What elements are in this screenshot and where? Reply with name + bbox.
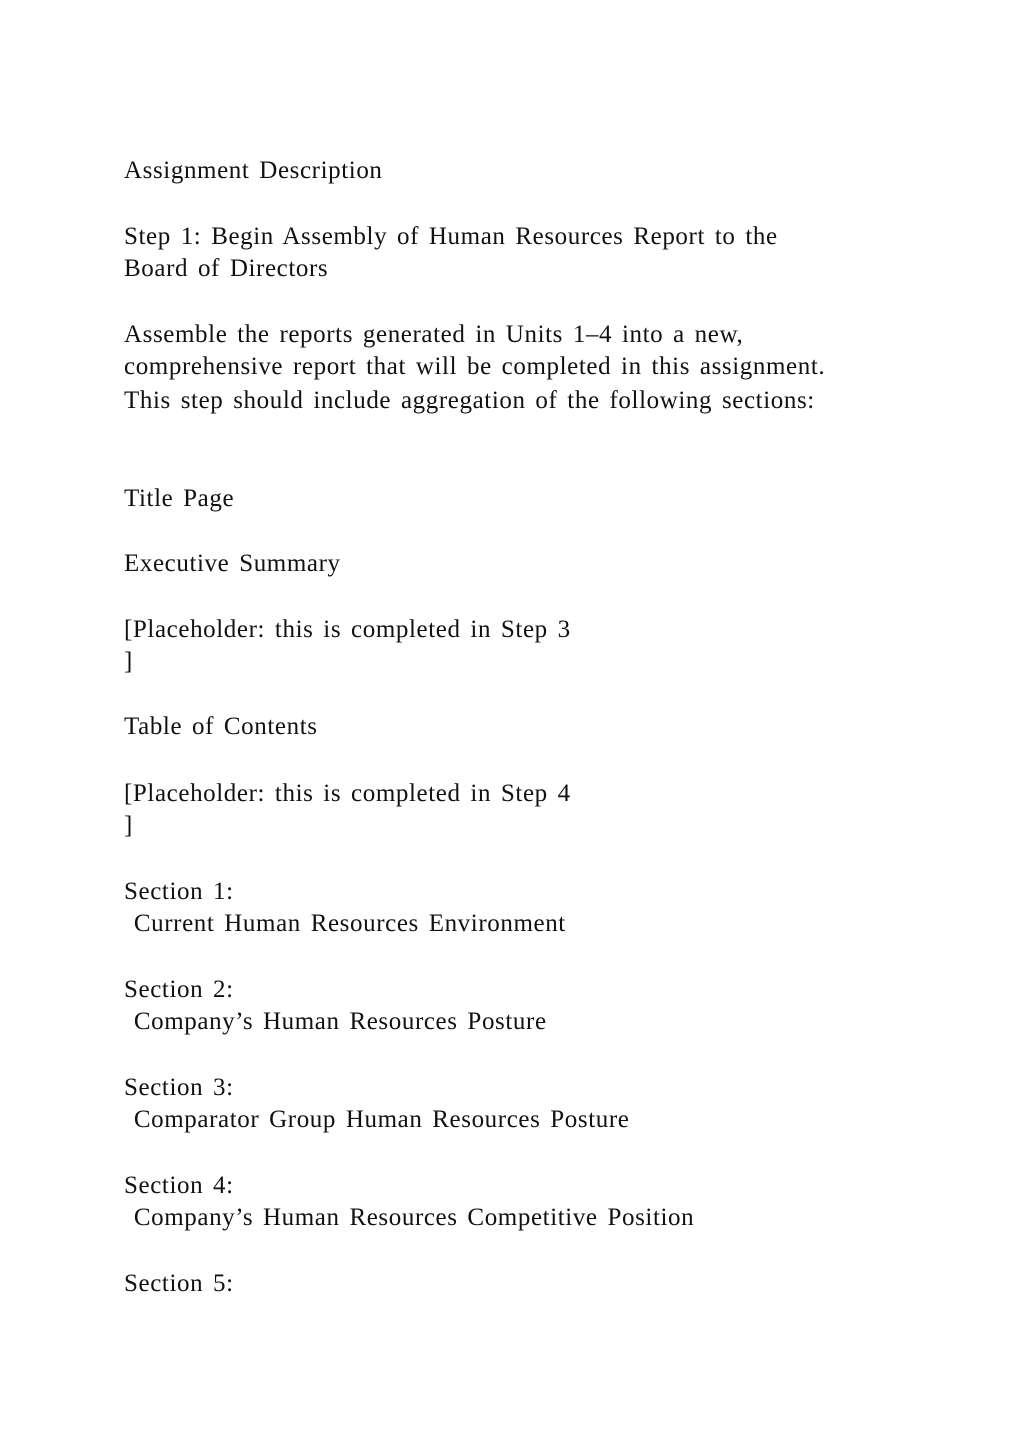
- step1-heading-line2: Board of Directors: [124, 255, 329, 282]
- section-4-label: Section 4:: [124, 1172, 234, 1199]
- toc-placeholder-line1: [Placeholder: this is completed in Step 4: [124, 780, 571, 807]
- document-title: Assignment Description: [124, 157, 383, 184]
- executive-summary-placeholder-line2: ]: [124, 648, 133, 675]
- section-3-title: Comparator Group Human Resources Posture: [124, 1106, 630, 1133]
- section-1-title: Current Human Resources Environment: [124, 910, 566, 937]
- executive-summary-placeholder-line1: [Placeholder: this is completed in Step 3: [124, 616, 571, 643]
- toc-placeholder-line2: ]: [124, 812, 133, 839]
- toc-heading: Table of Contents: [124, 713, 318, 740]
- step1-heading-line1: Step 1: Begin Assembly of Human Resources Report to the: [124, 223, 778, 250]
- title-page-item: Title Page: [124, 485, 235, 512]
- intro-line2: comprehensive report that will be completed in this assignment.: [124, 353, 826, 380]
- section-2-title: Company’s Human Resources Posture: [124, 1008, 547, 1035]
- section-2-label: Section 2:: [124, 976, 234, 1003]
- section-3-label: Section 3:: [124, 1074, 234, 1101]
- executive-summary-heading: Executive Summary: [124, 550, 341, 577]
- section-4-title: Company’s Human Resources Competitive Position: [124, 1204, 695, 1231]
- section-5-label: Section 5:: [124, 1270, 234, 1297]
- intro-line3: This step should include aggregation of the following sections:: [124, 387, 815, 414]
- intro-line1: Assemble the reports generated in Units 1–4 into a new,: [124, 321, 744, 348]
- section-1-label: Section 1:: [124, 878, 234, 905]
